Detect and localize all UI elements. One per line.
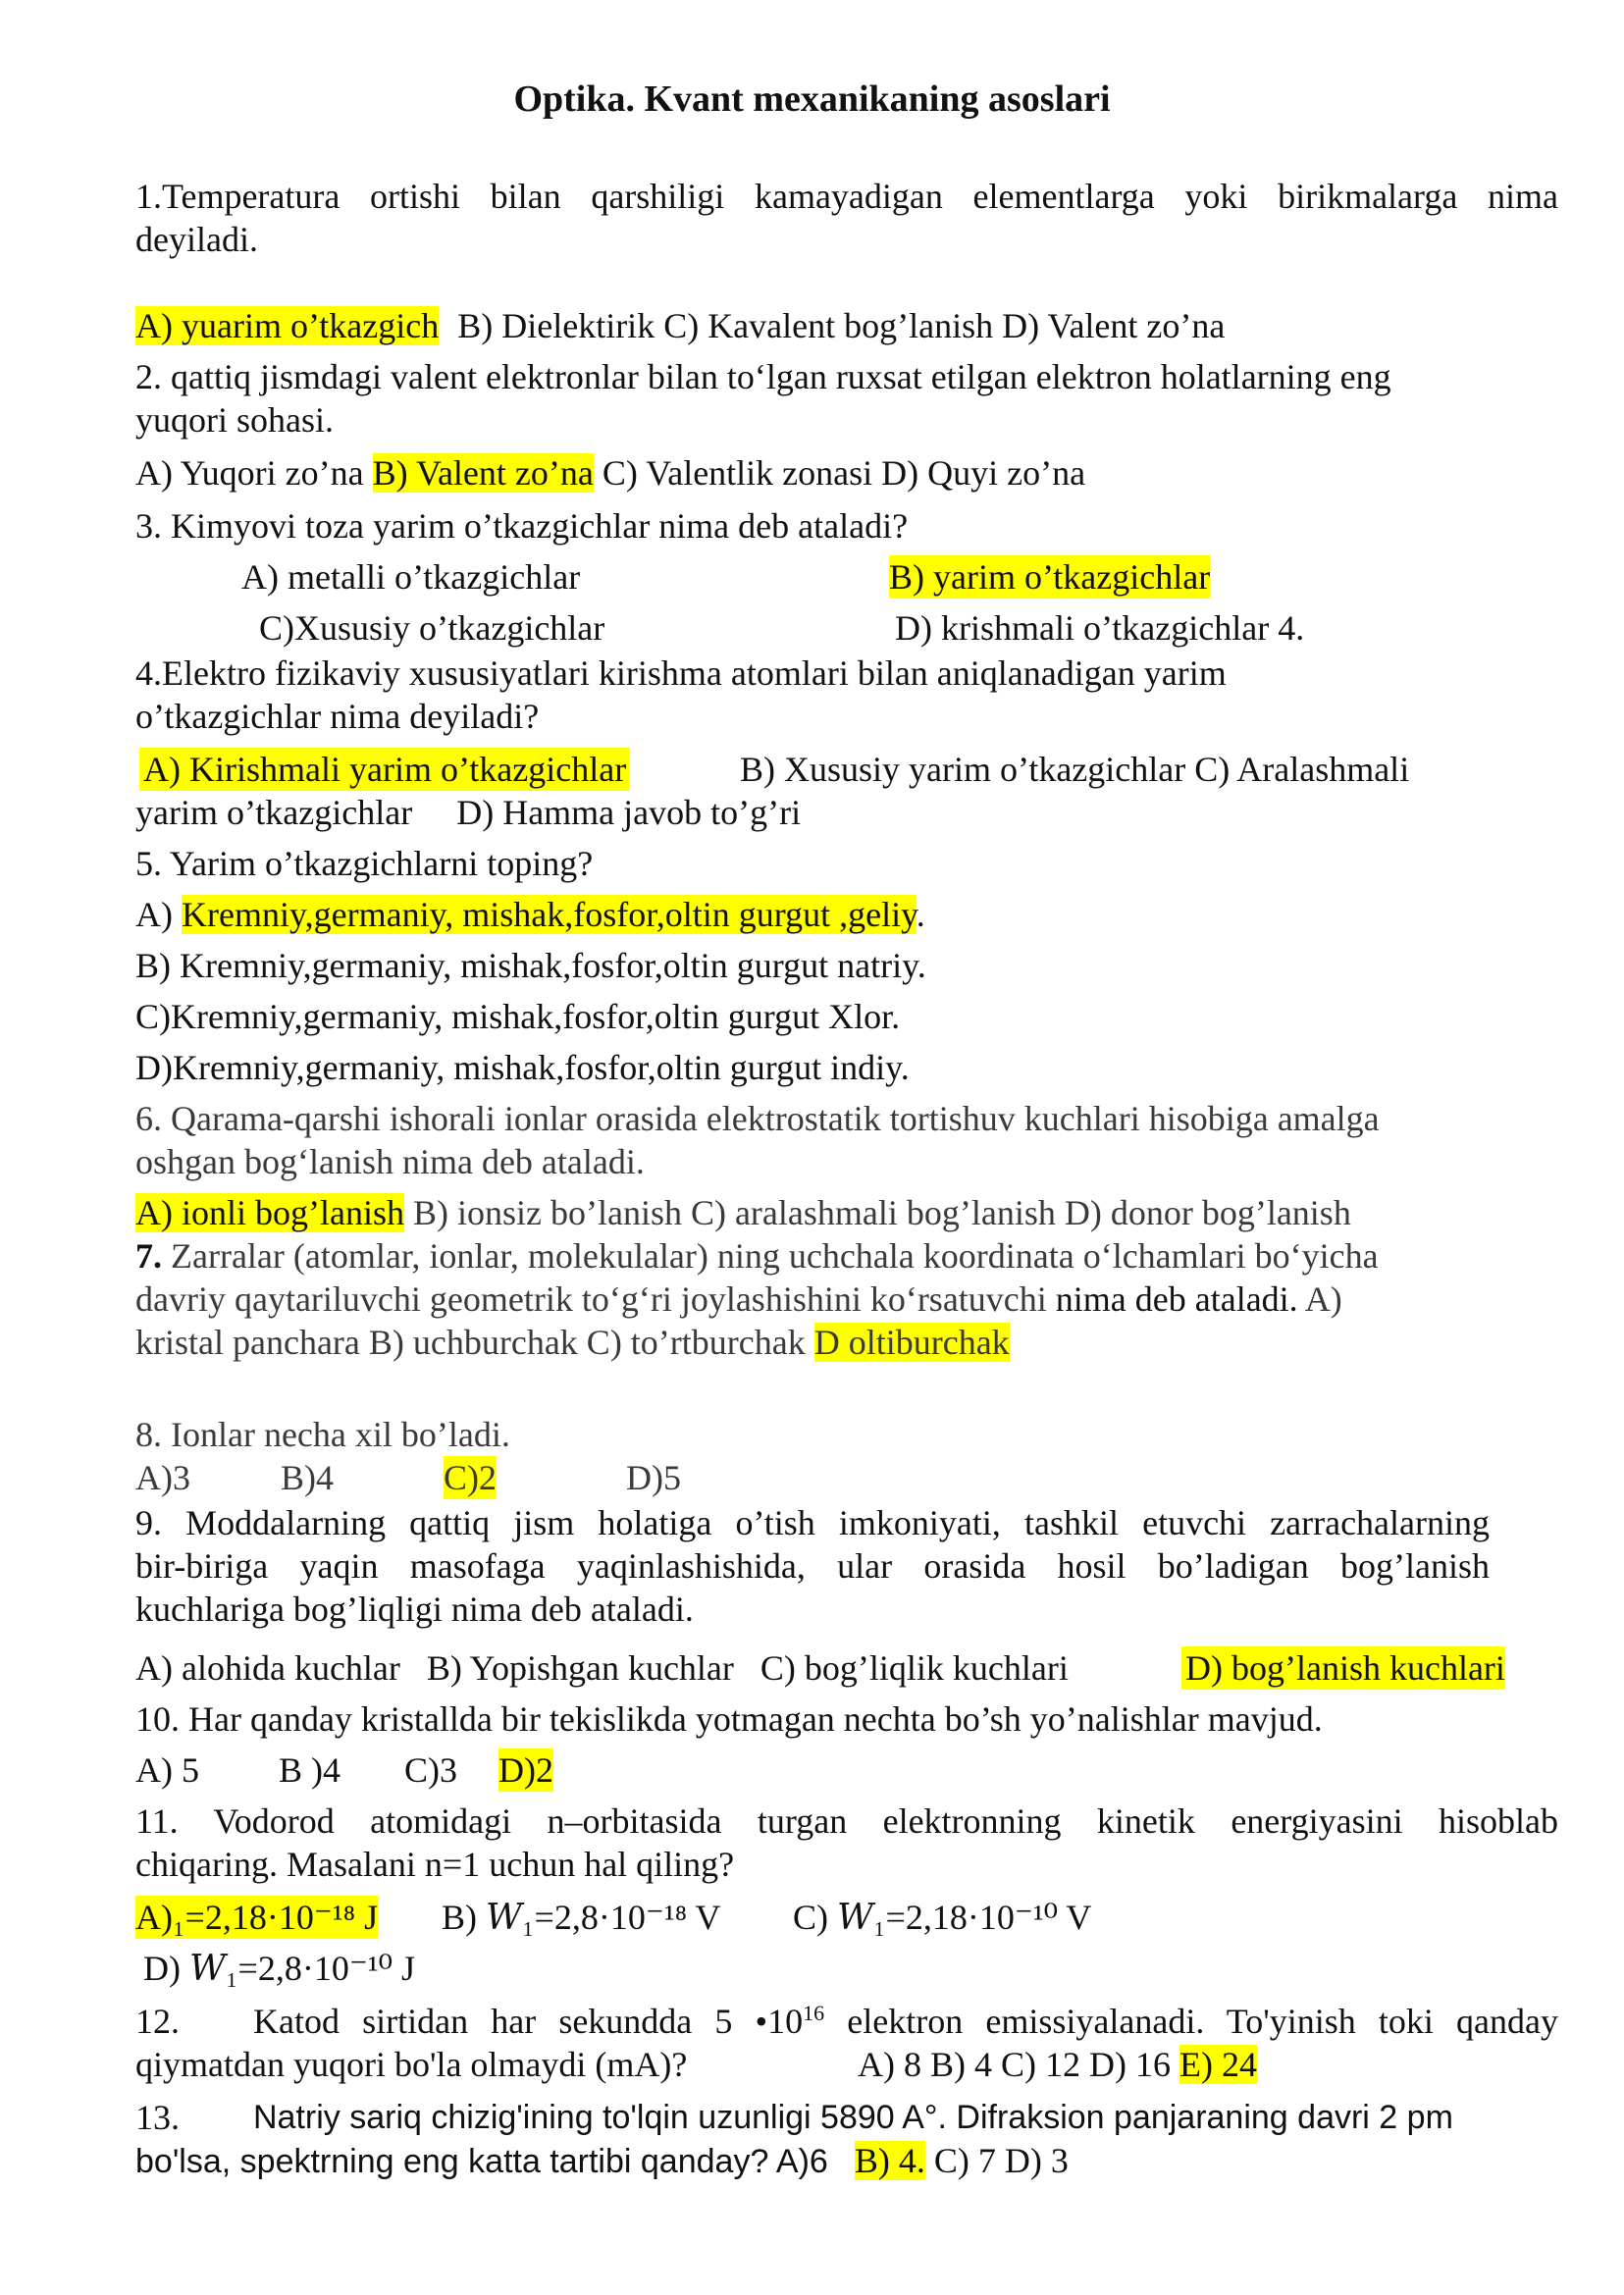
q7-line2-text: davriy qaytariluvchi geometrik to‘g‘ri joylashishini ko‘rsatuvchi — [135, 1279, 1047, 1319]
q10-answer-d: D)2 — [498, 1750, 553, 1790]
q5-option-c: C)Kremniy,germaniy, mishak,fosfor,oltin gurgut Xlor. — [135, 997, 901, 1036]
q11-option-c: C) 𝑊₁=2,18·10⁻¹⁰ V — [793, 1898, 1092, 1937]
q11-option-d: D) 𝑊₁=2,8·10⁻¹⁰ J — [143, 1949, 416, 1988]
q7-line2 — [135, 1278, 1558, 1321]
q1-line1: 1.Temperatura ortishi bilan qarshiligi kamayadigan elementlarga yoki birikmalarga nima — [135, 177, 1558, 216]
q11-option-b: B) 𝑊₁=2,8·10⁻¹⁸ V — [442, 1898, 721, 1937]
q1-other-options: B) Dielektirik C) Kavalent bog’lanish D) Valent zo’na — [457, 306, 1226, 345]
q8-option-d: D)5 — [626, 1458, 681, 1497]
q13-line1: Natriy sariq chizig'ining to'lqin uzunligi 5890 A°. Difraksion panjaraning davri 2 pm — [253, 2099, 1453, 2136]
q4-line1: 4.Elektro fizikaviy xususiyatlari kirishma atomlari bilan aniqlanadigan yarim — [135, 653, 1227, 693]
q7-line1 — [135, 1234, 1558, 1278]
q7-answer-d: D oltiburchak — [813, 1323, 1010, 1362]
q8-option-b: B)4 — [281, 1458, 334, 1497]
q4-line4: yarim o’tkazgichlar D) Hamma javob to’g’ri — [135, 793, 802, 832]
q5-question: 5. Yarim o’tkazgichlarni toping? — [135, 844, 594, 883]
q8-option-a: A)3 — [135, 1458, 190, 1497]
q9-line2: bir-biriga yaqin masofaga yaqinlashishida, ular orasida hosil bo’ladigan bog’lanish — [135, 1546, 1490, 1586]
q3-question: 3. Kimyovi toza yarim o’tkazgichlar nima deb ataladi? — [135, 506, 909, 546]
q5-option-d: D)Kremniy,germaniy, mishak,fosfor,oltin gurgut indiy. — [135, 1048, 910, 1087]
q6-answer-a: A) ionli bog’lanish — [135, 1193, 404, 1232]
q10-option-c: C)3 — [404, 1750, 457, 1790]
q3-answer-b: B) yarim o’tkazgichlar — [889, 557, 1211, 597]
q5-option-b: B) Kremniy,germaniy, mishak,fosfor,oltin gurgut natriy. — [135, 946, 926, 985]
q6-other-options: B) ionsiz bo’lanish C) aralashmali bog’lanish D) donor bog’lanish — [412, 1193, 1351, 1232]
q5-answer-a: Kremniy,germaniy, mishak,fosfor,oltin gurgut ,geliy — [182, 895, 917, 934]
q10-question: 10. Har qanday kristallda bir tekislikda yotmagan nechta bo’sh yo’nalishlar mavjud. — [135, 1699, 1323, 1739]
q13-line2 — [135, 2139, 1558, 2183]
q3-option-a: A) metalli o’tkazgichlar — [241, 557, 581, 597]
q10-option-b: B )4 — [279, 1750, 341, 1790]
q6-options — [135, 1191, 1558, 1234]
q5-option-a — [135, 893, 1558, 936]
q7-line3 — [135, 1321, 1558, 1364]
q12-answer-e: E) 24 — [1179, 2045, 1257, 2084]
q12-exponent: 16 — [803, 2001, 825, 2025]
q3-option-d: D) krishmali o’tkazgichlar 4. — [895, 608, 1305, 648]
q12-number: 12. — [135, 2002, 180, 2041]
q2-options — [135, 451, 1558, 495]
q4-answer-a: A) Kirishmali yarim o’tkazgichlar — [139, 748, 630, 791]
q12-line2: qiymatdan yuqori bo'la olmaydi (mA)? — [135, 2045, 688, 2084]
q13-line2-text: bo'lsa, spektrning eng katta tartibi qanday? A)6 — [135, 2143, 828, 2180]
q2-answer-b: B) Valent zo’na — [372, 453, 594, 493]
q11-line2: chiqaring. Masalani n=1 uchun hal qiling? — [135, 1845, 735, 1884]
q1-line2: deyiladi. — [135, 220, 258, 259]
q7-number: 7. — [135, 1236, 162, 1276]
q7-line2-ask: nima deb ataladi. — [1055, 1279, 1298, 1319]
q12-options-ad: A) 8 B) 4 C) 12 D) 16 — [858, 2045, 1171, 2084]
q6-line2: oshgan bog‘lanish nima deb ataladi. — [135, 1142, 645, 1181]
q11-answer-a: A)₁=2,18·10⁻¹⁸ J — [135, 1898, 379, 1937]
q4-options-bc: B) Xususiy yarim o’tkazgichlar C) Aralashmali — [740, 750, 1410, 789]
q4-line2: o’tkazgichlar nima deyiladi? — [135, 697, 540, 736]
q9-line1: 9. Moddalarning qattiq jism holatiga o’tish imkoniyati, tashkil etuvchi zarrachalarning — [135, 1503, 1490, 1542]
q12-line1-pre: Katod sirtidan har sekundda 5 •10 — [253, 2002, 804, 2041]
q9-line3: kuchlariga bog’liqligi nima deb ataladi. — [135, 1590, 694, 1629]
q7-option-a-label: A) — [1304, 1279, 1342, 1319]
q5-option-a-label: A) — [135, 895, 173, 934]
q7-line1-text: Zarralar (atomlar, ionlar, molekulalar) ning uchchala koordinata o‘lchamlari bo‘yicha — [171, 1236, 1379, 1276]
page-title: Optika. Kvant mexanikaning asoslari — [513, 78, 1111, 120]
q1-answer-a: A) yuarim o’tkazgich — [135, 306, 440, 345]
q1-options — [135, 304, 1558, 347]
q11-line1: 11. Vodorod atomidagi n–orbitasida turgan elektronning kinetik energiyasini hisoblab — [135, 1801, 1558, 1841]
q10-option-a: A) 5 — [135, 1750, 199, 1790]
q2-line1: 2. qattiq jismdagi valent elektronlar bilan to‘lgan ruxsat etilgan elektron holatlarning eng — [135, 357, 1391, 396]
q6-line1: 6. Qarama-qarshi ishorali ionlar orasida elektrostatik tortishuv kuchlari hisobiga amalga — [135, 1099, 1380, 1138]
q7-options: kristal panchara B) uchburchak C) to’rtburchak — [135, 1323, 806, 1362]
q9-answer-d: D) bog’lanish kuchlari — [1181, 1646, 1505, 1690]
q12-line1-post: elektron emissiyalanadi. To'yinish toki qanday — [847, 2002, 1559, 2041]
q8-question: 8. Ionlar necha xil bo’ladi. — [135, 1415, 510, 1454]
q13-number: 13. — [135, 2098, 180, 2137]
q8-answer-c: C)2 — [444, 1458, 497, 1497]
q2-option-a: A) Yuqori zo’na — [135, 453, 364, 493]
q2-line2: yuqori sohasi. — [135, 400, 334, 440]
q12-options — [858, 2043, 1257, 2086]
q12-line1 — [253, 2000, 1558, 2043]
q13-other-options: C) 7 D) 3 — [933, 2141, 1069, 2180]
q2-other-options: C) Valentlik zonasi D) Quyi zo’na — [602, 453, 1086, 493]
q13-answer-b: B) 4. — [854, 2141, 925, 2180]
q5-option-a-period: . — [916, 895, 925, 934]
q9-options-abc: A) alohida kuchlar B) Yopishgan kuchlar C) bog’liqlik kuchlari — [135, 1648, 1069, 1688]
q3-option-c: C)Xususiy o’tkazgichlar — [259, 608, 605, 648]
